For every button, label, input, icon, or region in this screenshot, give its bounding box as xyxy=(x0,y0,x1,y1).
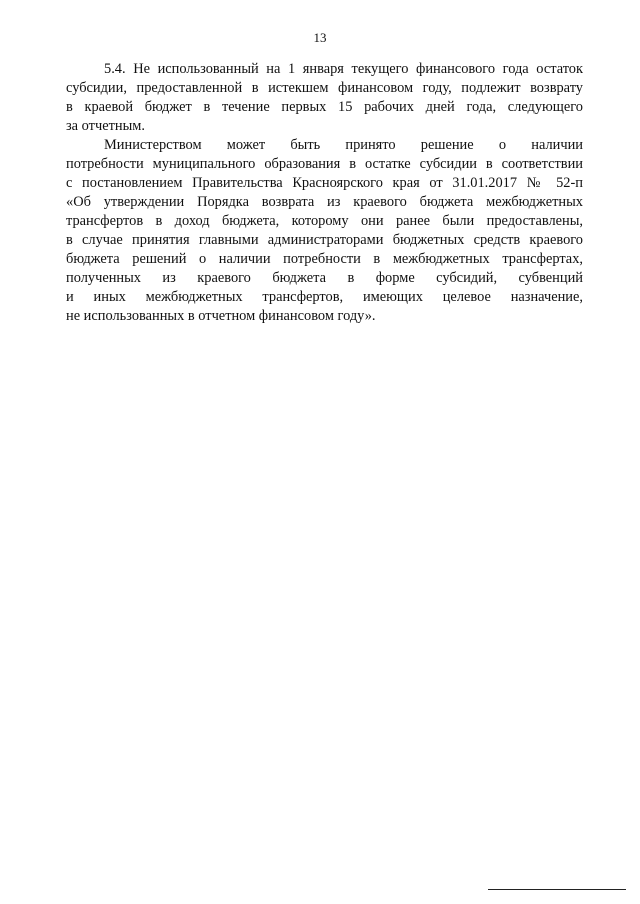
paragraph-unused-balance xyxy=(66,60,583,136)
text-line: в краевой бюджет в течение первых 15 рабочих дней года, следующего xyxy=(66,99,583,115)
text-line: трансфертов в доход бюджета, которому они ранее были предоставлены, xyxy=(66,213,583,229)
document-body xyxy=(66,60,583,326)
text-line: бюджета решений о наличии потребности в межбюджетных трансфертах, xyxy=(66,251,583,267)
text-line: Министерством может быть принято решение о наличии xyxy=(104,137,583,153)
text-line: в случае принятия главными администраторами бюджетных средств краевого xyxy=(66,232,583,248)
paragraph-ministry-decision xyxy=(66,136,583,326)
text-line: полученных из краевого бюджета в форме субсидий, субвенций xyxy=(66,270,583,286)
text-line: не использованных в отчетном финансовом году». xyxy=(66,308,376,324)
text-line: «Об утверждении Порядка возврата из краевого бюджета межбюджетных xyxy=(66,194,583,210)
text-line: и иных межбюджетных трансфертов, имеющих целевое назначение, xyxy=(66,289,583,305)
text-line: за отчетным. xyxy=(66,118,145,134)
footer-rule xyxy=(488,889,626,890)
text-line: потребности муниципального образования в остатке субсидии в соответствии xyxy=(66,156,583,172)
page-number: 13 xyxy=(313,30,327,45)
text-line: субсидии, предоставленной в истекшем финансовом году, подлежит возврату xyxy=(66,80,583,96)
text-line: 5.4. Не использованный на 1 января текущего финансового года остаток xyxy=(104,61,583,77)
text-line: с постановлением Правительства Красноярского края от 31.01.2017 № 52-п xyxy=(66,175,583,191)
